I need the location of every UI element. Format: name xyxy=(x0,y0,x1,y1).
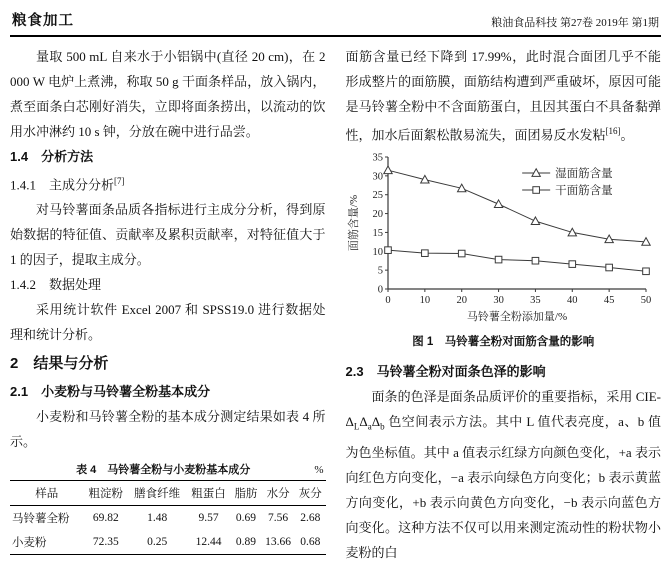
table-cell: 2.68 xyxy=(300,512,321,525)
table-cell: 0.68 xyxy=(300,536,321,549)
table-caption-text: 表 4 马铃薯全粉与小麦粉基本成分 xyxy=(76,464,251,477)
table-header-cell: 粗蛋白 xyxy=(186,481,230,506)
table-header-cell: 脂肪 xyxy=(231,481,261,506)
subscript-b: b xyxy=(380,421,385,432)
figure-1-caption: 图 1 马铃薯全粉对面筋含量的影响 xyxy=(412,336,595,349)
table-cell: 69.82 xyxy=(92,512,119,525)
svg-text:25: 25 xyxy=(372,190,384,202)
paragraph-gluten-discussion xyxy=(346,44,662,147)
two-column-body xyxy=(10,44,661,565)
color-text-4: 色空间表示方法。其中 L 值代表亮度，a、b 值为色坐标值。其中 a 值表示红绿方向颜色变化，+a 表示向红色方向变化，−a 表示向绿色方向变化；b 表示黄蓝方向变化，+b 表示向黄色方向变化，−b 表示向蓝色方向变化。这种方法不仅可以用来测定流动性的粉状物小麦粉的白 xyxy=(345,414,661,560)
table-header-cell: 粗淀粉 xyxy=(84,481,128,506)
svg-text:30: 30 xyxy=(493,295,505,307)
svg-text:10: 10 xyxy=(419,295,431,307)
subscript-L: L xyxy=(353,421,360,432)
paragraph-table-intro: 小麦粉和马铃薯全粉的基本成分测定结果如表 4 所示。 xyxy=(10,409,326,450)
heading-1-4-1 xyxy=(10,169,326,197)
table-header-row xyxy=(10,481,326,506)
paragraph-software: 采用统计软件 Excel 2007 和 SPSS19.0 进行数据处理和统计分析。 xyxy=(10,302,326,343)
svg-text:0: 0 xyxy=(378,284,384,296)
table-cell: 0.89 xyxy=(235,536,256,549)
table-caption xyxy=(10,461,326,477)
heading-1-4-1-text: 1.4.1 主成分分析 xyxy=(10,177,115,193)
table-row xyxy=(10,530,326,555)
table-cell: 0.25 xyxy=(147,536,168,549)
svg-text:45: 45 xyxy=(604,295,615,307)
right-column xyxy=(346,44,662,565)
left-column xyxy=(10,44,326,565)
table-cell: 1.48 xyxy=(147,512,168,525)
svg-text:面筋含量/%: 面筋含量/% xyxy=(348,195,361,252)
table-header-cell: 水分 xyxy=(261,481,295,506)
running-head-journal: 粮油食品科技 第27卷 2019年 第1期 xyxy=(491,17,659,29)
paragraph-cooking-method: 量取 500 mL 自来水于小铝锅中(直径 20 cm)，在 2 000 W 电炉上煮沸，称取 50 g 干面条样品，放入锅内，煮至面条白芯刚好消失，立即将面条捞出，以流动的饮用水冲淋约 10 s 钟，分放在碗中进行品尝。 xyxy=(10,49,326,139)
table-cell: 马铃薯全粉 xyxy=(12,513,70,526)
table-header-cell: 样品 xyxy=(10,481,84,506)
subscript-a: a xyxy=(367,421,372,432)
heading-2-1: 2.1 小麦粉与马铃薯全粉基本成分 xyxy=(10,384,211,400)
svg-text:马铃薯全粉添加量/%: 马铃薯全粉添加量/% xyxy=(467,311,568,324)
paragraph-pca: 对马铃薯面条品质各指标进行主成分分析，得到原始数据的特征值、贡献率及累积贡献率，对特征值大于 1 的因子，提取主成分。 xyxy=(10,202,326,268)
heading-1-4-2: 1.4.2 数据处理 xyxy=(10,277,102,293)
table-cell: 72.35 xyxy=(92,536,119,549)
heading-1-4: 1.4 分析方法 xyxy=(10,149,94,164)
svg-text:10: 10 xyxy=(372,247,384,259)
composition-table xyxy=(10,480,326,555)
svg-text:35: 35 xyxy=(530,295,541,307)
table-header-cell: 灰分 xyxy=(295,481,325,506)
heading-2-3: 2.3 马铃薯全粉对面条色泽的影响 xyxy=(345,364,546,380)
gluten-content-chart xyxy=(346,149,660,327)
citation-7: [7] xyxy=(114,176,125,186)
table-header-cell: 膳食纤维 xyxy=(128,481,186,506)
svg-text:0: 0 xyxy=(385,295,391,307)
table-row xyxy=(10,506,326,531)
table-cell: 9.57 xyxy=(198,512,219,525)
table-cell: 7.56 xyxy=(268,512,289,525)
citation-16: [16] xyxy=(605,126,621,136)
svg-text:40: 40 xyxy=(567,295,578,307)
svg-text:20: 20 xyxy=(456,295,468,307)
color-text-2: Δ xyxy=(359,414,368,430)
svg-text:20: 20 xyxy=(372,209,384,221)
color-text-3: Δ xyxy=(371,414,381,430)
paragraph-gluten-text: 面筋含量已经下降到 17.99%，此时混合面团几乎不能形成整片的面筋膜，面筋结构遭到严重破坏，原因可能是马铃薯全粉中不含面筋蛋白，且因其蛋白不具备黏弹性，加水后面絮松散易流失，面团易反水发粘 xyxy=(345,49,661,143)
table-cell: 小麦粉 xyxy=(12,537,47,550)
table-cell: 12.44 xyxy=(195,536,222,549)
svg-text:30: 30 xyxy=(372,171,384,183)
page-header xyxy=(10,6,661,37)
table-cell: 13.66 xyxy=(265,536,292,549)
table-cell: 0.69 xyxy=(235,512,256,525)
svg-text:35: 35 xyxy=(372,152,384,164)
heading-2: 2 结果与分析 xyxy=(10,355,109,373)
svg-text:50: 50 xyxy=(641,295,652,307)
paragraph-gluten-tail: 。 xyxy=(620,127,634,143)
color-text-1: 面条的色泽是面条品质评价的重要指标，采用 CIE-Δ xyxy=(345,389,661,430)
svg-text:湿面筋含量: 湿面筋含量 xyxy=(555,168,613,181)
svg-text:5: 5 xyxy=(378,265,384,277)
figure-1 xyxy=(346,149,662,349)
running-head-section: 粮食加工 xyxy=(12,13,74,29)
table-unit: % xyxy=(314,464,324,477)
svg-text:15: 15 xyxy=(372,228,384,240)
paragraph-color-method xyxy=(346,384,662,565)
svg-text:干面筋含量: 干面筋含量 xyxy=(555,185,613,198)
